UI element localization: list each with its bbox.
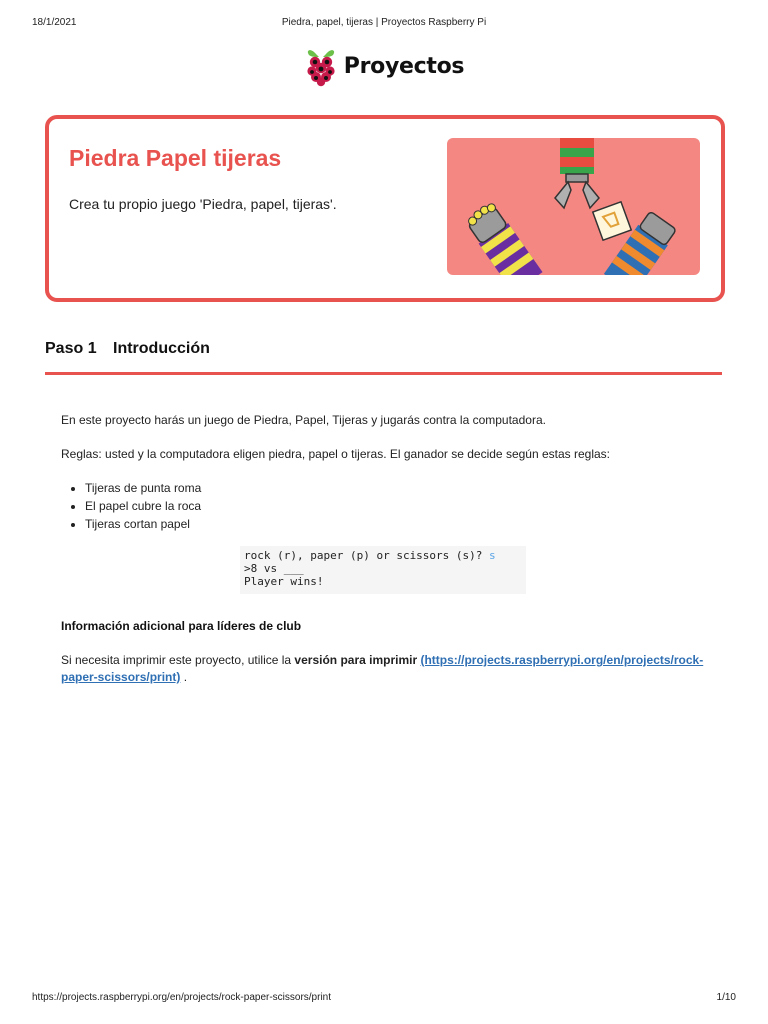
print-note-end: . <box>180 670 188 684</box>
rules-paragraph: Reglas: usted y la computadora eligen piedra, papel o tijeras. El ganador se decide según estas reglas: <box>61 447 611 461</box>
code-input: s <box>489 549 496 562</box>
step-heading <box>45 340 722 375</box>
print-version-note <box>61 652 711 686</box>
list-item: • Tijeras cortan papel <box>85 517 201 535</box>
brand-name: Proyectos <box>343 53 465 79</box>
intro-paragraph: En este proyecto harás un juego de Piedra, Papel, Tijeras y jugarás contra la computadora. <box>61 413 546 427</box>
page-counter: 1/10 <box>716 992 736 1003</box>
rules-list <box>61 481 201 535</box>
print-doc-title: Piedra, papel, tijeras | Proyectos Raspberry Pi <box>281 17 487 28</box>
list-item: • Tijeras de punta roma <box>85 481 201 499</box>
step-title: Introducción <box>113 340 210 357</box>
print-date: 18/1/2021 <box>32 17 77 28</box>
code-sample <box>240 546 526 594</box>
robot-hands-illustration <box>447 138 700 275</box>
code-prompt: rock (r), paper (p) or scissors (s)? <box>244 549 490 562</box>
code-line-result: Player wins! <box>244 575 324 588</box>
code-line-blank: ___ <box>283 562 304 575</box>
project-description: Crea tu propio juego 'Piedra, papel, tijeras'. <box>69 196 337 212</box>
list-item: • El papel cubre la roca <box>85 499 201 517</box>
step-number: Paso 1 <box>45 340 97 357</box>
print-version-label: versión para imprimir <box>294 653 418 667</box>
project-hero-card <box>45 115 725 302</box>
project-title: Piedra Papel tijeras <box>69 145 282 171</box>
raspberry-pi-logo-icon <box>304 45 338 87</box>
robot-hands-image <box>447 138 700 275</box>
leaders-info-title: Información adicional para líderes de club <box>61 619 302 633</box>
print-footer <box>32 992 736 1006</box>
print-header <box>32 17 736 31</box>
print-url: https://projects.raspberrypi.org/en/projects/rock-paper-scissors/print <box>32 992 332 1003</box>
code-line-vs: >8 vs <box>244 562 284 575</box>
print-version-link[interactable]: (https://projects.raspberrypi.org/en/projects/rock-paper-scissors/print) <box>61 653 704 684</box>
brand-header[interactable] <box>0 44 768 88</box>
print-note-text: Si necesita imprimir este proyecto, utilice la <box>61 653 295 667</box>
